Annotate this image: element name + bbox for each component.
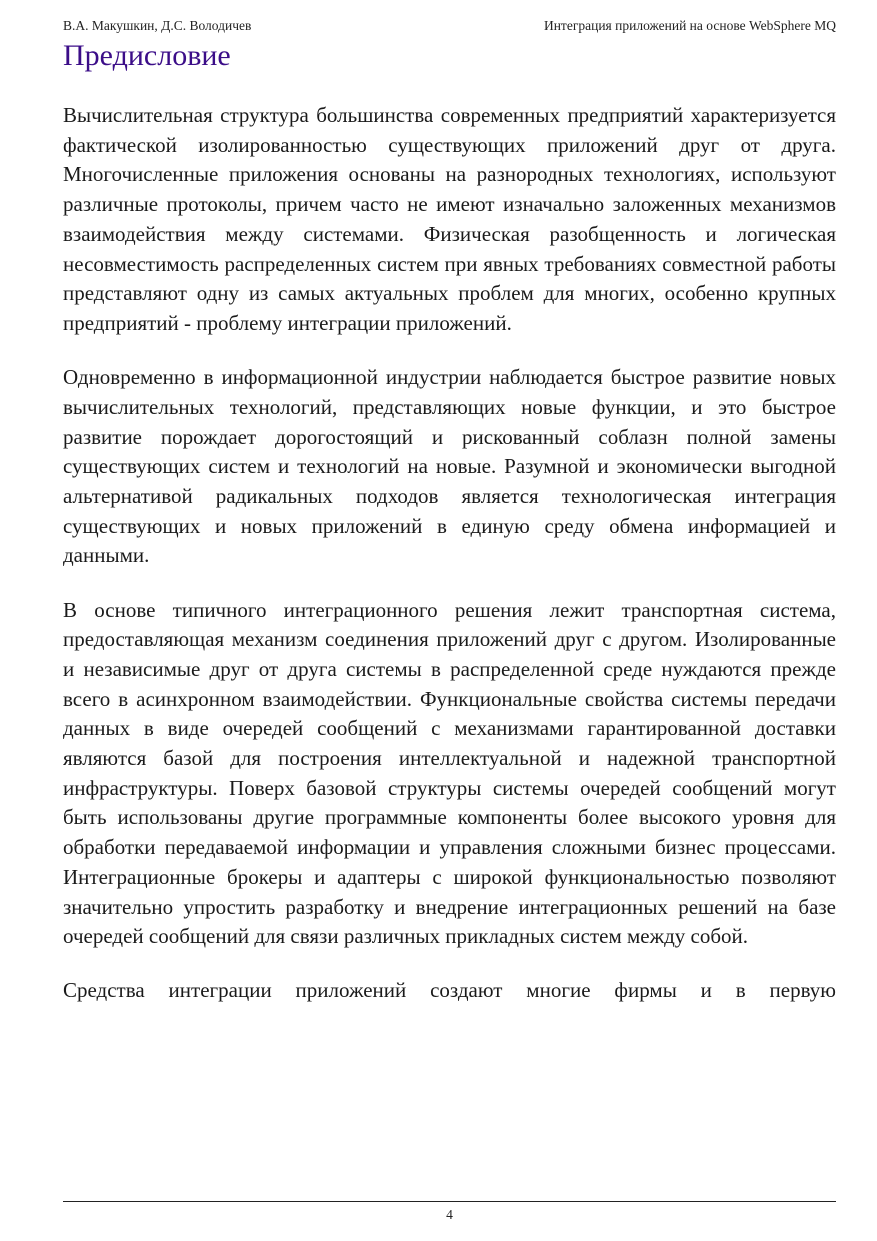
body-text [63,101,836,1006]
header-book-title: Интеграция приложений на основе WebSphere MQ [543,18,836,33]
document-page [63,0,836,1241]
header-authors: В.А. Макушкин, Д.С. Володичев [63,18,252,33]
footer-divider [63,1201,836,1202]
running-header [63,17,836,35]
paragraph: Одновременно в информационной индустрии наблюдается быстрое развитие новых вычислительных технологий, представляющих новые функции, и это быстрое развитие порождает дорогостоящий и рискованный соблазн полной замены существующих систем и технологий на новые. Разумной и экономически выгодной альтернативой радикальных подходов является технологическая интеграция существующих и новых приложений в единую среду обмена информацией и данными. [63,365,836,568]
paragraph: Вычислительная структура большинства современных предприятий характеризуется фактической изолированностью существующих приложений друг от друга. Многочисленные приложения основаны на разнородных технологиях, используют различные протоколы, причем часто не имеют изначально заложенных механизмов взаимодействия между системами. Физическая разобщенность и логическая несовместимость распределенных систем при явных требованиях совместной работы представляют одну из самых актуальных проблем для многих, особенно крупных предприятий - проблему интеграции приложений. [63,103,836,335]
paragraph: Средства интеграции приложений создают многие фирмы и в первую [63,978,836,1003]
page-number: 4 [446,1207,453,1222]
paragraph: В основе типичного интеграционного решения лежит транспортная система, предоставляющая механизм соединения приложений друг с другом. Изолированные и независимые друг от друга системы в распределенной среде нуждаются прежде всего в асинхронном взаимодействии. Функциональные свойства системы передачи данных в виде очередей сообщений с механизмами гарантированной доставки являются базой для построения интеллектуальной и надежной транспортной инфраструктуры. Поверх базовой структуры системы очередей сообщений могут быть использованы другие программные компоненты более высокого уровня для обработки передаваемой информации и управления сложными бизнес процессами. Интеграционные брокеры и адаптеры с широкой функциональностью позволяют значительно упростить разработку и внедрение интеграционных решений на базе очередей сообщений для связи различных прикладных систем между собой. [63,597,836,949]
section-title: Предисловие [63,39,231,72]
